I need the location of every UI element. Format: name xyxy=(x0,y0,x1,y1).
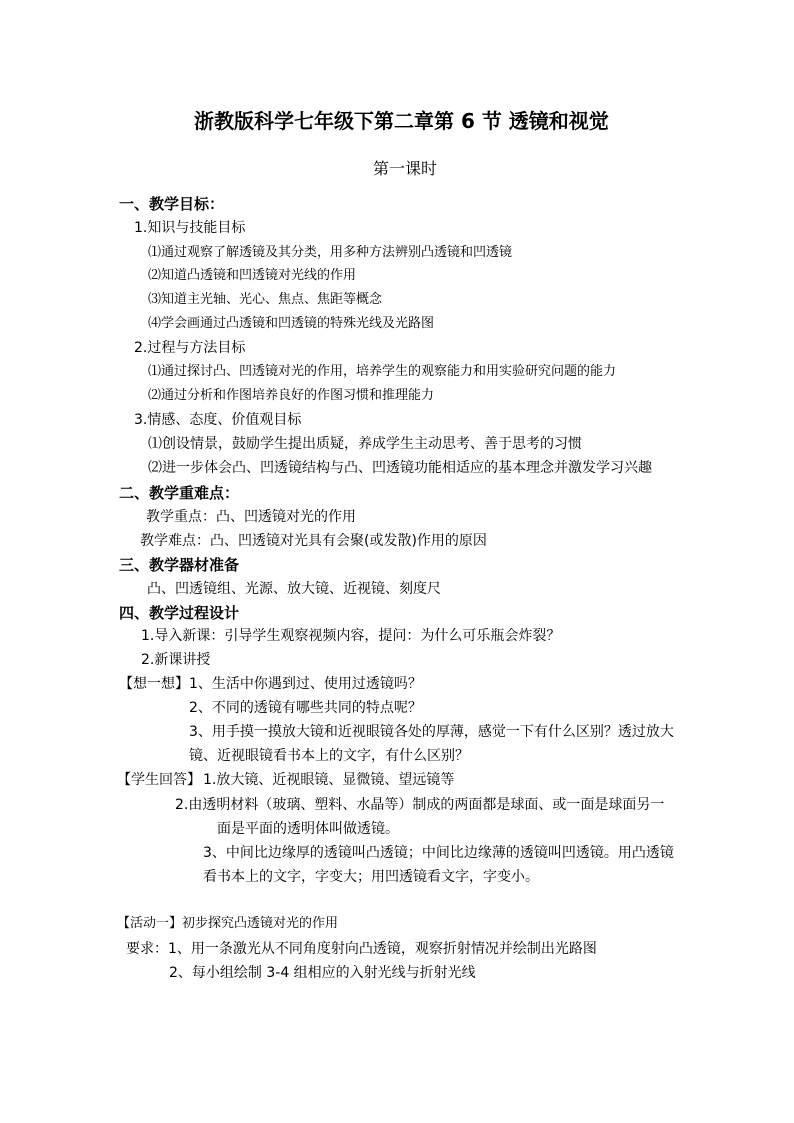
objective-item: ⑵知道凸透镜和凹透镜对光线的作用 xyxy=(148,268,357,283)
subheading-knowledge: 1.知识与技能目标 xyxy=(134,220,246,236)
think-label: 【想一想】 xyxy=(119,676,189,692)
answer-text: 2.由透明材料（玻璃、塑料、水晶等）制成的两面都是球面、或一面是球面另一 xyxy=(175,797,665,813)
objective-item: ⑵进一步体会凸、凹透镜结构与凸、凹透镜功能相适应的基本理念并激发学习兴趣 xyxy=(148,460,652,476)
subheading-attitude: 3.情感、态度、价值观目标 xyxy=(134,412,302,428)
section-heading-objectives: 一、教学目标： xyxy=(119,195,225,213)
answer-text-cont: 看书本上的文字，字变大；用凹透镜看文字，字变小。 xyxy=(203,869,539,885)
objective-item: ⑵通过分析和作图培养良好的作图习惯和推理能力 xyxy=(148,388,435,403)
objective-item: ⑴创设情景，鼓励学生提出质疑，养成学生主动思考、善于思考的习惯 xyxy=(148,436,582,452)
difficult-point-text: 教学难点：凸、凹透镜对光具有会聚(或发散)作用的原因 xyxy=(140,533,487,549)
section-heading-process-design: 四、教学过程设计 xyxy=(119,604,240,622)
document-title: 浙教版科学七年级下第二章第 6 节 透镜和视觉 xyxy=(194,109,609,133)
new-lesson-text: 2.新课讲授 xyxy=(141,652,211,668)
think-question: 1、生活中你遇到过、使用过透镜吗？ xyxy=(189,676,422,692)
section-heading-key-points: 二、教学重难点： xyxy=(119,484,240,502)
objective-item: ⑴通过探讨凸、凹透镜对光的作用，培养学生的观察能力和用实验研究问题的能力 xyxy=(148,364,617,379)
activity-requirement: 要求：1、用一条激光从不同角度射向凸透镜，观察折射情况并绘制出光路图 xyxy=(126,941,597,957)
answer-text: 3、中间比边缘厚的透镜叫凸透镜；中间比边缘薄的透镜叫凹透镜。用凸透镜 xyxy=(203,845,674,861)
think-question: 3、用手摸一摸放大镜和近视眼镜各处的厚薄，感觉一下有什么区别？透过放大 xyxy=(189,724,674,740)
objective-item: ⑷学会画通过凸透镜和凹透镜的特殊光线及光路图 xyxy=(148,316,435,331)
think-question-cont: 镜、近视眼镜看书本上的文字，有什么区别？ xyxy=(189,748,469,764)
objective-item: ⑶知道主光轴、光心、焦点、焦距等概念 xyxy=(148,292,383,307)
materials-text: 凸、凹透镜组、光源、放大镜、近视镜、刻度尺 xyxy=(147,581,441,597)
section-heading-materials: 三、教学器材准备 xyxy=(119,556,240,574)
key-point-text: 教学重点：凸、凹透镜对光的作用 xyxy=(146,509,356,525)
answer-text: 1.放大镜、近视眼镜、显微镜、望远镜等 xyxy=(203,772,455,788)
answer-label: 【学生回答】 xyxy=(117,772,201,788)
activity-label: 【活动一】初步探究凸透镜对光的作用 xyxy=(117,916,339,931)
answer-text-cont: 面是平面的透明体叫做透镜。 xyxy=(217,821,399,837)
objective-item: ⑴通过观察了解透镜及其分类，用多种方法辨别凸透镜和凹透镜 xyxy=(148,245,513,260)
activity-requirement: 2、每小组绘制 3-4 组相应的入射光线与折射光线 xyxy=(169,965,476,981)
think-question: 2、不同的透镜有哪些共同的特点呢？ xyxy=(189,700,422,716)
lesson-subtitle: 第一课时 xyxy=(373,159,438,178)
intro-text: 1.导入新课：引导学生观察视频内容，提问：为什么可乐瓶会炸裂？ xyxy=(141,628,561,644)
subheading-process: 2.过程与方法目标 xyxy=(134,340,246,356)
